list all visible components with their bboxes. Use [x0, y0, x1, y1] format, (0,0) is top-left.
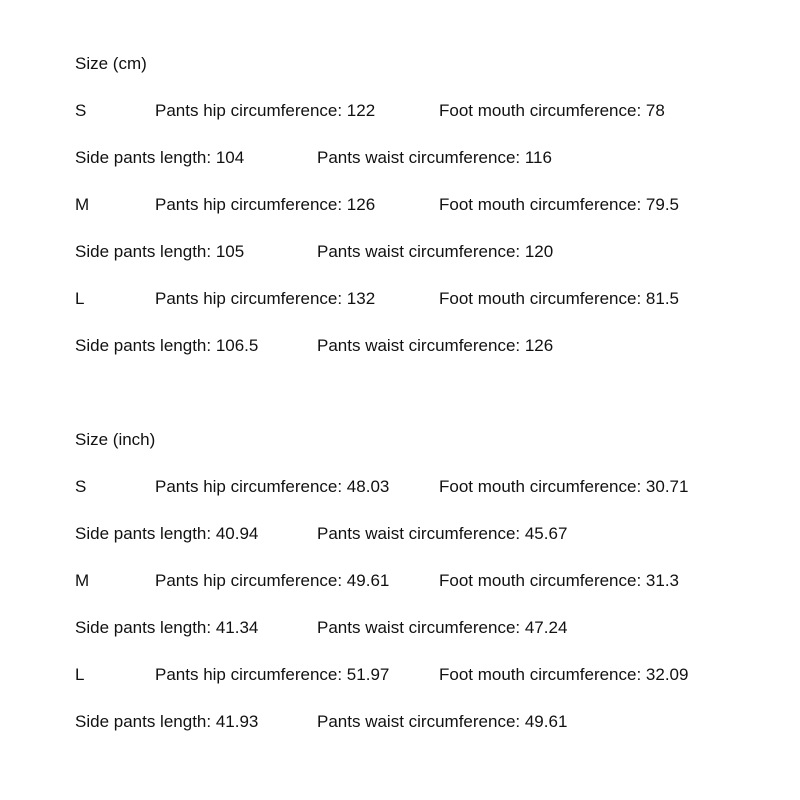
size-label: S — [75, 101, 87, 120]
waist-circumference: Pants waist circumference: 120 — [317, 242, 554, 261]
hip-circumference: Pants hip circumference: 49.61 — [155, 571, 390, 590]
size-label: M — [75, 571, 90, 590]
foot-mouth-circumference: Foot mouth circumference: 81.5 — [439, 289, 680, 308]
waist-circumference: Pants waist circumference: 47.24 — [317, 618, 568, 637]
side-pants-length: Side pants length: 40.94 — [75, 524, 259, 543]
foot-mouth-circumference: Foot mouth circumference: 32.09 — [439, 665, 689, 684]
hip-circumference: Pants hip circumference: 132 — [155, 289, 376, 308]
side-pants-length: Side pants length: 41.34 — [75, 618, 259, 637]
size-label: M — [75, 195, 90, 214]
size-label: S — [75, 477, 87, 496]
foot-mouth-circumference: Foot mouth circumference: 30.71 — [439, 477, 689, 496]
side-pants-length: Side pants length: 105 — [75, 242, 245, 261]
hip-circumference: Pants hip circumference: 126 — [155, 195, 376, 214]
side-pants-length: Side pants length: 41.93 — [75, 712, 259, 731]
waist-circumference: Pants waist circumference: 45.67 — [317, 524, 568, 543]
hip-circumference: Pants hip circumference: 48.03 — [155, 477, 390, 496]
foot-mouth-circumference: Foot mouth circumference: 79.5 — [439, 195, 680, 214]
size-label: L — [75, 665, 85, 684]
inch-heading-text: Size (inch) — [75, 430, 156, 449]
hip-circumference: Pants hip circumference: 51.97 — [155, 665, 390, 684]
foot-mouth-circumference: Foot mouth circumference: 31.3 — [439, 571, 680, 590]
hip-circumference: Pants hip circumference: 122 — [155, 101, 376, 120]
waist-circumference: Pants waist circumference: 49.61 — [317, 712, 568, 731]
size-label: L — [75, 289, 85, 308]
foot-mouth-circumference: Foot mouth circumference: 78 — [439, 101, 665, 120]
waist-circumference: Pants waist circumference: 126 — [317, 336, 554, 355]
side-pants-length: Side pants length: 104 — [75, 148, 245, 167]
side-pants-length: Side pants length: 106.5 — [75, 336, 259, 355]
waist-circumference: Pants waist circumference: 116 — [317, 148, 552, 167]
cm-heading-text: Size (cm) — [75, 54, 147, 73]
